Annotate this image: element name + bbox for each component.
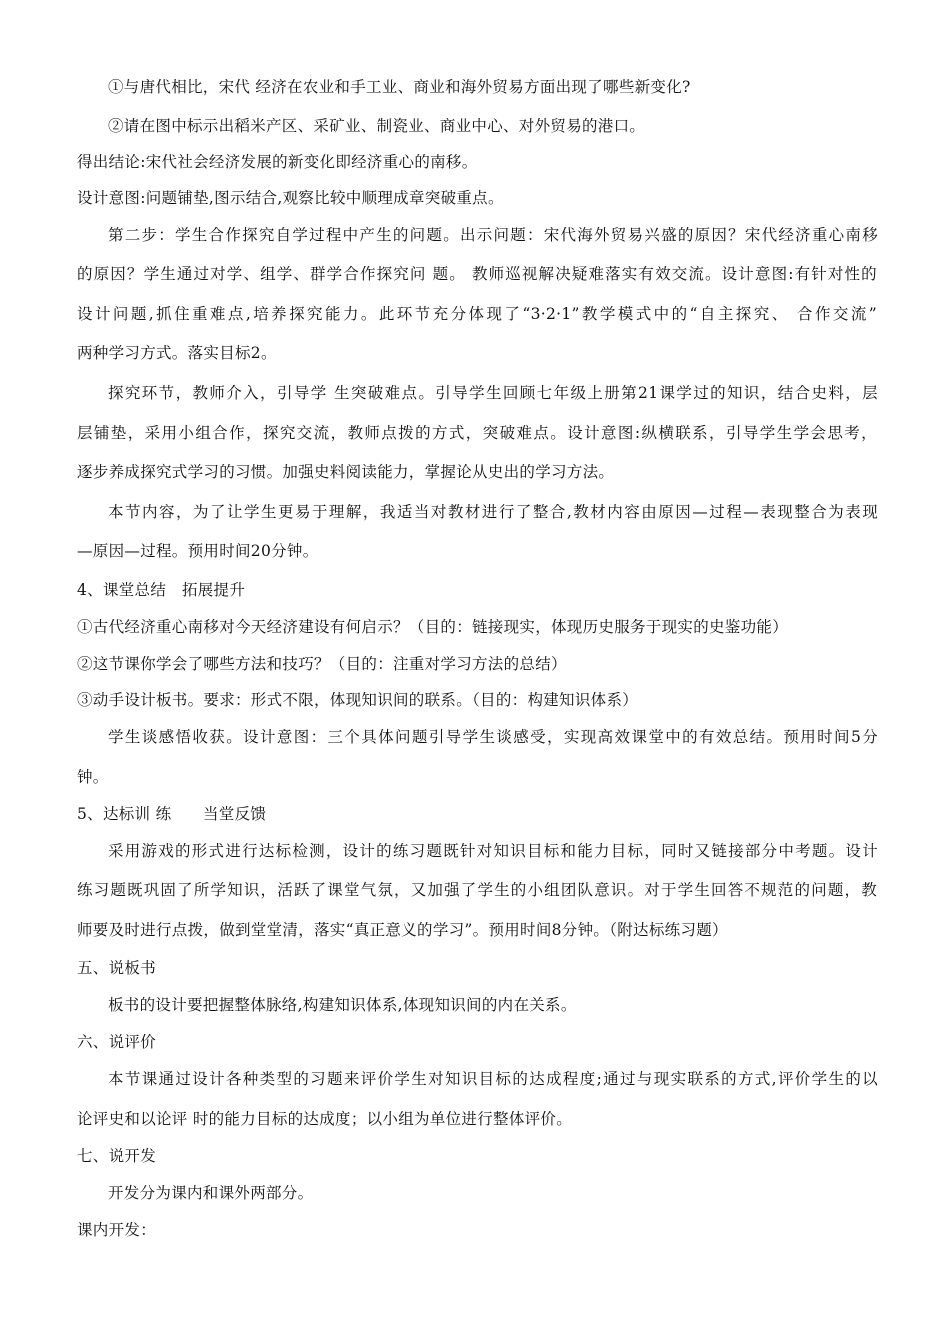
paragraph-line: 设计问题,抓住重难点,培养探究能力。此环节充分体现了“3·2·1”教学模式中的“自主探究、 合作交流” [77, 305, 877, 323]
summary-item-1: ①古代经济重心南移对今天经济建设有何启示？（目的：链接现实，体现历史服务于现实的史鉴功能） [77, 618, 789, 636]
paragraph-line: —原因—过程。预用时间20分钟。 [77, 542, 319, 560]
conclusion: 得出结论:宋代社会经济发展的新变化即经济重心的南移。 [77, 153, 478, 171]
paragraph-line: 本节内容，为了让学生更易于理解，我适当对教材进行了整合,教材内容由原因—过程—表现整合为表现 [108, 503, 878, 521]
paragraph-line: 采用游戏的形式进行达标检测，设计的练习题既针对知识目标和能力目标，同时又链接部分中考题。设计 [108, 842, 878, 860]
question-2: ②请在图中标示出稻米产区、采矿业、制瓷业、商业中心、对外贸易的港口。 [108, 117, 646, 135]
section-heading-5: 5、达标训 练 当堂反馈 [77, 805, 267, 823]
section-heading-five: 五、说板书 [77, 959, 157, 977]
section-heading-4: 4、课堂总结 拓展提升 [77, 581, 246, 599]
subheading: 课内开发： [77, 1221, 157, 1239]
paragraph-line: 两种学习方式。落实目标2。 [77, 344, 277, 362]
paragraph-line: 练习题既巩固了所学知识，活跃了课堂气氛，又加强了学生的小组团队意识。对于学生回答不规范的问题，教 [77, 881, 877, 899]
paragraph-line: 第二步：学生合作探究自学过程中产生的问题。出示问题：宋代海外贸易兴盛的原因？宋代经济重心南移 [108, 226, 878, 244]
paragraph-line: 论评史和以论评 时的能力目标的达成度；以小组为单位进行整体评价。 [77, 1110, 573, 1128]
paragraph-line: 逐步养成探究式学习的习惯。加强史料阅读能力，掌握论从史出的学习方法。 [77, 463, 615, 481]
paragraph-line: 的原因？学生通过对学、组学、群学合作探究问 题。 教师巡视解决疑难落实有效交流。设计意图:有针对性的 [77, 265, 877, 283]
paragraph-line: 探究环节，教师介入，引导学 生突破难点。引导学生回顾七年级上册第21课学过的知识，结合史料，层 [108, 384, 878, 402]
paragraph-line: 师要及时进行点拨，做到堂堂清，落实“真正意义的学习”。预用时间8分钟。（附达标练习题） [77, 921, 728, 939]
paragraph-line: 开发分为课内和课外两部分。 [108, 1184, 314, 1202]
paragraph-line: 钟。 [77, 768, 109, 786]
section-heading-seven: 七、说开发 [77, 1147, 157, 1165]
summary-item-3: ③动手设计板书。要求：形式不限，体现知识间的联系。（目的：构建知识体系） [77, 691, 639, 709]
question-1: ①与唐代相比，宋代 经济在农业和手工业、商业和海外贸易方面出现了哪些新变化? [108, 78, 691, 96]
section-heading-six: 六、说评价 [77, 1033, 157, 1051]
summary-item-2: ②这节课你学会了哪些方法和技巧？（目的：注重对学习方法的总结） [77, 655, 567, 673]
paragraph-line: 板书的设计要把握整体脉络,构建知识体系,体现知识间的内在关系。 [108, 996, 577, 1014]
paragraph-line: 本节课通过设计各种类型的习题来评价学生对知识目标的达成程度;通过与现实联系的方式,评价学生的以 [108, 1070, 878, 1088]
design-intent: 设计意图:问题铺垫,图示结合,观察比较中顺理成章突破重点。 [77, 189, 504, 207]
paragraph-line: 学生谈感悟收获。设计意图：三个具体问题引导学生谈感受，实现高效课堂中的有效总结。预用时间5分 [108, 728, 878, 746]
paragraph-line: 层铺垫，采用小组合作，探究交流，教师点拨的方式，突破难点。设计意图:纵横联系，引导学生学会思考， [77, 424, 877, 442]
